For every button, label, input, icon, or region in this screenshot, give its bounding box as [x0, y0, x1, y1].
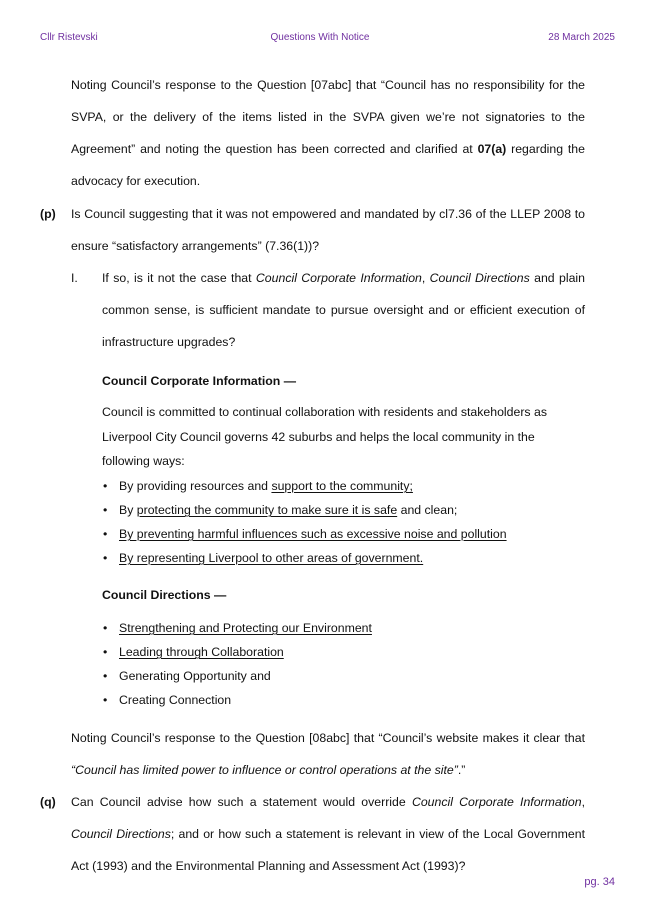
header-date: 28 March 2025 [548, 32, 615, 43]
list-item [102, 616, 372, 640]
noting-text-end: .” [457, 763, 466, 777]
council-directions-heading: Council Directions — [102, 588, 227, 602]
list-item [102, 688, 372, 712]
question-p-marker: (p) [40, 207, 56, 221]
list-item-link[interactable]: protecting the community to make sure it is safe [136, 503, 398, 517]
question-q-marker: (q) [40, 795, 56, 809]
intro-reference: 07(a) [477, 142, 507, 156]
sub-question-t3: and plain common sense, is sufficient mandate to pursue oversight and or efficient execution of infrastructure upgrades? [102, 271, 585, 349]
header-title: Questions With Notice [270, 32, 370, 43]
list-item-link[interactable]: support to the community; [271, 479, 413, 493]
sub-question-i2: Council Directions [429, 271, 530, 285]
list-item [102, 546, 507, 570]
noting-quote: “Council has limited power to influence or control operations at the site” [71, 763, 458, 777]
question-q-t3: ; and or how such a statement is relevant in view of the Local Government Act (1993) and the Environmental Planning and Assessment Act (1993)? [71, 827, 585, 873]
question-q-i1: Council Corporate Information [411, 795, 582, 809]
sub-question-marker: I. [71, 271, 78, 285]
intro-paragraph [71, 69, 585, 197]
list-item [102, 474, 507, 498]
list-item-text: By [119, 503, 137, 517]
corporate-info-heading: Council Corporate Information — [102, 374, 297, 388]
list-item [102, 498, 507, 522]
sub-question-i1: Council Corporate Information [255, 271, 422, 285]
list-item-link[interactable]: Strengthening and Protecting our Environment [119, 621, 372, 635]
sub-question-text [102, 262, 585, 358]
council-directions-list [102, 616, 372, 712]
corporate-info-body: Council is committed to continual collaboration with residents and stakeholders as Liverpool City Council governs 42 suburbs and helps the local community in the following ways: [102, 405, 547, 468]
question-q-text [71, 786, 585, 882]
list-item-text: By providing resources and [119, 479, 272, 493]
page-number: pg. 34 [584, 876, 615, 888]
list-item-link[interactable]: Leading through Collaboration [119, 645, 284, 659]
list-item-text: Creating Connection [119, 693, 232, 707]
question-p-text: Is Council suggesting that it was not empowered and mandated by cl7.36 of the LLEP 2008 to ensure “satisfactory arrangements” (7.36(1))? [71, 207, 585, 253]
list-item-link[interactable]: By representing Liverpool to other areas of government. [119, 551, 424, 565]
list-item [102, 664, 372, 688]
list-item-rest: and clean; [397, 503, 458, 517]
noting-paragraph [71, 722, 585, 786]
sub-question-t2: , [421, 271, 430, 285]
question-q-t1: Can Council advise how such a statement would override [71, 795, 412, 809]
question-q-i2: Council Directions [71, 827, 171, 841]
sub-question-t1: If so, is it not the case that [102, 271, 256, 285]
list-item-text: Generating Opportunity and [119, 669, 271, 683]
list-item [102, 522, 507, 546]
noting-text: Noting Council’s response to the Question [08abc] that “Council’s website makes it clear that [71, 731, 585, 745]
question-q-t2: , [581, 795, 585, 809]
intro-text: Noting Council’s response to the Question [07abc] that “Council has no responsibility for the SVPA, or the delivery of the items listed in the SVPA given we’re not signatories to the Agreement” and noting the question has been corrected and clarified at [71, 78, 585, 156]
list-item [102, 640, 372, 664]
header-author: Cllr Ristevski [40, 32, 98, 43]
corporate-info-list [102, 474, 507, 570]
list-item-link[interactable]: By preventing harmful influences such as excessive noise and pollution [119, 527, 507, 541]
intro-text-end: regarding the advocacy for execution. [71, 142, 585, 188]
